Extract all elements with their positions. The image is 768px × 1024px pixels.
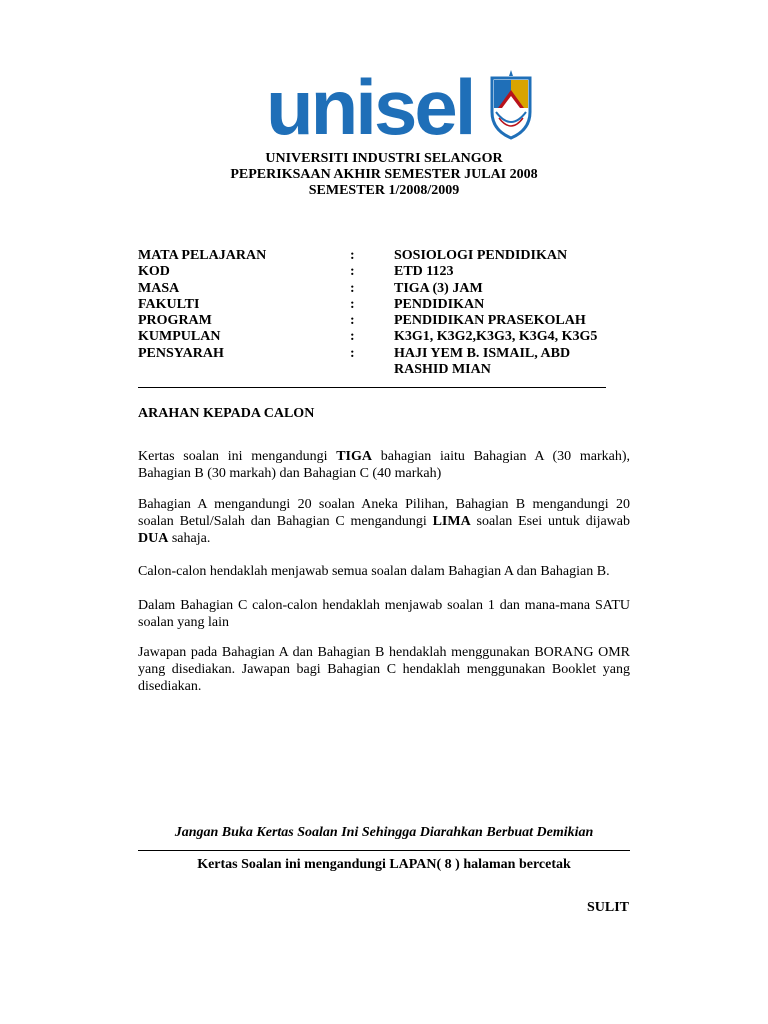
exam-title: PEPERIKSAAN AKHIR SEMESTER JULAI 2008 — [230, 167, 538, 182]
p2-bold-dua: DUA — [138, 531, 169, 546]
instruction-paragraph-1 — [138, 448, 630, 482]
p2-text-end: sahaja. — [168, 531, 211, 546]
instructions-heading: ARAHAN KEPADA CALON — [138, 406, 315, 421]
instruction-paragraph-5: Jawapan pada Bahagian A dan Bahagian B hendaklah menggunakan BORANG OMR yang disediakan. Jawapan bagi Bahagian C hendaklah menggunakan Booklet yang disediakan. — [138, 645, 630, 694]
instruction-paragraph-2 — [138, 496, 630, 547]
info-value: RASHID MIAN — [394, 362, 491, 378]
p1-bold: TIGA — [336, 449, 372, 464]
instruction-paragraph-4: Dalam Bahagian C calon-calon hendaklah menjawab soalan 1 dan mana-mana SATU soalan yang lain — [138, 598, 630, 630]
p2-bold-lima: LIMA — [432, 514, 471, 529]
p1-text-end: bahagian iaitu Bahagian A (30 markah), Bahagian B (30 markah) dan Bahagian C (40 markah) — [138, 449, 631, 481]
semester-label: SEMESTER 1/2008/2009 — [308, 183, 460, 198]
university-name: UNIVERSITI INDUSTRI SELANGOR — [265, 151, 503, 166]
info-separator: : — [350, 264, 355, 280]
university-logo — [266, 64, 538, 154]
p1-text: Kertas soalan ini mengandungi — [138, 449, 337, 464]
info-label: MASA — [138, 280, 180, 296]
info-label: FAKULTI — [138, 296, 200, 312]
info-value: SOSIOLOGI PENDIDIKAN — [394, 248, 568, 263]
info-label: PROGRAM — [138, 313, 212, 329]
info-value: TIGA (3) JAM — [394, 280, 483, 296]
p2-text-mid: soalan Esei untuk dijawab — [470, 514, 631, 529]
do-not-open-warning: Jangan Buka Kertas Soalan Ini Sehingga Diarahkan Berbuat Demikian — [174, 825, 594, 840]
page-count-note: Kertas Soalan ini mengandungi LAPAN( 8 ) halaman bercetak — [197, 857, 571, 872]
divider-rule — [138, 387, 606, 388]
university-crest-icon — [484, 68, 538, 142]
info-separator: : — [350, 248, 355, 263]
logo-wordmark: unisel — [266, 63, 474, 151]
info-value: PENDIDIKAN PRASEKOLAH — [394, 313, 586, 329]
info-value: ETD 1123 — [394, 264, 454, 280]
info-value: PENDIDIKAN — [394, 296, 485, 312]
info-label: PENSYARAH — [138, 345, 224, 361]
info-label: KOD — [138, 264, 170, 280]
info-label: MATA PELAJARAN — [138, 248, 267, 263]
classification-label: SULIT — [587, 900, 630, 915]
info-value: HAJI YEM B. ISMAIL, ABD — [394, 345, 571, 361]
info-separator: : — [350, 345, 355, 361]
info-separator: : — [350, 296, 355, 312]
info-separator: : — [350, 329, 355, 345]
instruction-paragraph-3: Calon-calon hendaklah menjawab semua soalan dalam Bahagian A dan Bahagian B. — [138, 564, 610, 579]
footer-rule — [138, 850, 630, 851]
info-separator: : — [350, 313, 355, 329]
info-label: KUMPULAN — [138, 329, 221, 345]
p2-text: Bahagian A mengandungi 20 soalan Aneka Pilihan, Bahagian B mengandungi 20 soalan Betul/Salah dan Bahagian C mengandungi — [138, 497, 630, 529]
info-separator: : — [350, 280, 355, 296]
info-value: K3G1, K3G2,K3G3, K3G4, K3G5 — [394, 329, 598, 345]
